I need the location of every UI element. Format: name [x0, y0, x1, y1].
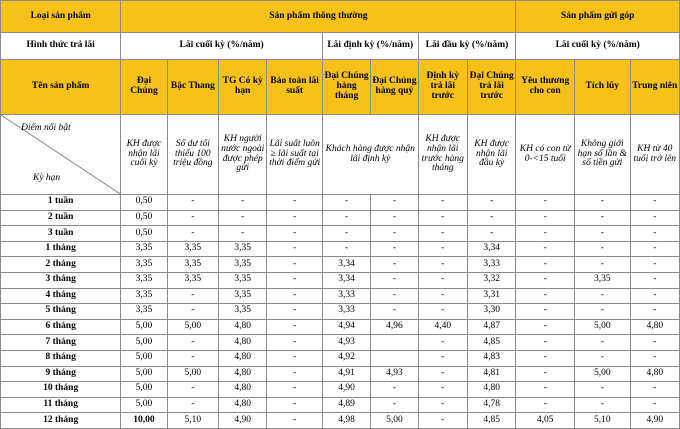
rate-cell: -	[418, 304, 467, 320]
rate-cell: -	[516, 382, 575, 398]
rate-cell: -	[371, 241, 418, 257]
rate-cell: -	[516, 210, 575, 226]
table-row	[1, 397, 680, 413]
rate-cell: 4,81	[467, 366, 515, 382]
rate-cell: -	[516, 195, 575, 211]
table-row	[1, 413, 680, 429]
rate-cell: -	[267, 257, 323, 273]
rate-cell: -	[267, 335, 323, 351]
rate-cell: 4,83	[467, 350, 515, 366]
rate-cell: 4,91	[322, 366, 370, 382]
table-row	[1, 319, 680, 335]
rate-cell: -	[267, 319, 323, 335]
rate-cell: -	[630, 304, 679, 320]
rate-cell: -	[467, 210, 515, 226]
rate-cell: 5,00	[575, 366, 631, 382]
product-highlight: Không giới hạn số lần & số tiền gửi	[575, 115, 631, 195]
rate-cell: -	[418, 397, 467, 413]
term-cell: 4 tháng	[1, 288, 121, 304]
rate-cell: -	[575, 335, 631, 351]
rate-cell: -	[167, 195, 218, 211]
rate-cell: -	[371, 210, 418, 226]
rate-cell: -	[418, 210, 467, 226]
rate-cell: -	[575, 257, 631, 273]
rate-cell: -	[267, 288, 323, 304]
rate-cell: 3,33	[322, 304, 370, 320]
highlight-label: Điểm nổi bật	[21, 123, 71, 133]
table-row	[1, 335, 680, 351]
rate-cell: -	[575, 195, 631, 211]
table-row	[1, 241, 680, 257]
rate-cell: -	[371, 288, 418, 304]
rate-cell: -	[630, 226, 679, 242]
rate-cell: -	[516, 335, 575, 351]
term-cell: 12 tháng	[1, 413, 121, 429]
rate-cell: 3,35	[121, 257, 167, 273]
table-row	[1, 210, 680, 226]
product-highlight: Khách hàng được nhận lãi định kỳ	[322, 115, 418, 195]
rate-cell: 4,80	[219, 335, 267, 351]
rate-cell: 0,50	[121, 195, 167, 211]
rate-cell: 4,90	[630, 413, 679, 429]
table-row	[1, 257, 680, 273]
rate-cell: -	[418, 413, 467, 429]
rate-cell: 3,34	[322, 257, 370, 273]
term-cell: 5 tháng	[1, 304, 121, 320]
rate-cell: -	[630, 241, 679, 257]
rate-cell: -	[630, 195, 679, 211]
rate-cell: 3,30	[467, 304, 515, 320]
rate-cell: 4,80	[467, 382, 515, 398]
rate-cell: 5,10	[167, 413, 218, 429]
rate-cell: 3,33	[322, 288, 370, 304]
rate-cell: 5,00	[575, 319, 631, 335]
product-name: Đại Chúng hàng tháng	[322, 60, 370, 115]
rate-cell: -	[267, 350, 323, 366]
rate-cell: 4,40	[418, 319, 467, 335]
product-highlight: KH có con từ 0-<15 tuổi	[516, 115, 575, 195]
product-name: Đại Chúng trả lãi trước	[467, 60, 515, 115]
term-cell: 7 tháng	[1, 335, 121, 351]
rate-cell: 5,00	[371, 413, 418, 429]
table-row	[1, 382, 680, 398]
rate-cell: -	[371, 272, 418, 288]
product-name: Định kỳ trả lãi trước	[418, 60, 467, 115]
rate-cell: 10,00	[121, 413, 167, 429]
rate-cell: 3,31	[467, 288, 515, 304]
rate-cell: 4,80	[219, 397, 267, 413]
rate-cell: -	[167, 210, 218, 226]
term-cell: 1 tháng	[1, 241, 121, 257]
rate-cell: -	[516, 272, 575, 288]
term-cell: 11 tháng	[1, 397, 121, 413]
rate-cell: 3,35	[121, 272, 167, 288]
rate-cell: 3,35	[575, 272, 631, 288]
product-highlight: KH được nhận lãi trước hàng tháng	[418, 115, 467, 195]
rate-cell: 4,89	[322, 397, 370, 413]
rate-cell: -	[267, 304, 323, 320]
rate-cell: -	[630, 210, 679, 226]
product-highlight: KH người nước ngoài được phép gửi	[219, 115, 267, 195]
rate-cell: 3,33	[467, 257, 515, 273]
product-highlight: Số dư tối thiểu 100 triệu đồng	[167, 115, 218, 195]
rate-cell: -	[418, 288, 467, 304]
rate-cell: 3,35	[167, 257, 218, 273]
rate-cell: 3,35	[121, 241, 167, 257]
rate-cell: -	[167, 382, 218, 398]
rate-cell: -	[267, 413, 323, 429]
rate-cell	[371, 335, 418, 351]
rate-cell: 5,00	[121, 382, 167, 398]
end-of-term-interest-label: Lãi cuối kỳ (%/năm)	[121, 33, 323, 60]
rate-cell: 4,80	[219, 366, 267, 382]
rate-rows	[1, 195, 680, 429]
rate-cell: -	[630, 397, 679, 413]
rate-cell: -	[371, 257, 418, 273]
rate-cell: -	[418, 226, 467, 242]
rate-cell: 0,50	[121, 226, 167, 242]
table-row	[1, 272, 680, 288]
rate-cell: -	[418, 382, 467, 398]
rate-cell: 3,35	[219, 241, 267, 257]
rate-cell: 4,85	[467, 413, 515, 429]
rate-cell: -	[167, 288, 218, 304]
rate-cell: 4,78	[467, 397, 515, 413]
rate-cell: -	[516, 350, 575, 366]
term-cell: 8 tháng	[1, 350, 121, 366]
rate-cell: 4,96	[371, 319, 418, 335]
rate-cell: -	[371, 382, 418, 398]
rate-cell: -	[322, 210, 370, 226]
rate-cell: 5,00	[121, 319, 167, 335]
rate-cell: -	[371, 397, 418, 413]
rate-cell: -	[575, 226, 631, 242]
rate-cell: 4,80	[630, 319, 679, 335]
group-regular-products: Sản phẩm thông thường	[121, 1, 516, 33]
product-name: Bảo toàn lãi suất	[267, 60, 323, 115]
rate-cell: 3,35	[219, 272, 267, 288]
rate-cell: -	[575, 210, 631, 226]
product-name: Tích lũy	[575, 60, 631, 115]
rate-cell: -	[516, 304, 575, 320]
product-name: Bậc Thang	[167, 60, 218, 115]
term-label: Kỳ hạn	[33, 173, 61, 184]
rate-cell: -	[371, 304, 418, 320]
rate-cell: 5,10	[575, 413, 631, 429]
rate-cell: -	[418, 257, 467, 273]
product-name: Trung niên	[630, 60, 679, 115]
rate-cell: -	[267, 397, 323, 413]
rate-cell: -	[322, 195, 370, 211]
term-cell: 2 tháng	[1, 257, 121, 273]
product-name: Đại Chúng hàng quý	[371, 60, 418, 115]
rate-cell: -	[418, 350, 467, 366]
rate-cell: -	[167, 335, 218, 351]
product-name: Đại Chúng	[121, 60, 167, 115]
rate-cell: 4,80	[630, 366, 679, 382]
periodic-interest-label: Lãi định kỳ (%/năm)	[322, 33, 418, 60]
rate-cell: 5,00	[121, 350, 167, 366]
rate-cell: 0,50	[121, 210, 167, 226]
rate-cell: -	[516, 257, 575, 273]
rate-cell: -	[418, 241, 467, 257]
rate-cell: -	[219, 210, 267, 226]
term-cell: 6 tháng	[1, 319, 121, 335]
product-highlight: KH được nhận lãi cuối kỳ	[121, 115, 167, 195]
rate-cell: -	[267, 241, 323, 257]
upfront-interest-label: Lãi đầu kỳ (%/năm)	[418, 33, 516, 60]
rate-cell: -	[167, 226, 218, 242]
rate-cell: -	[575, 397, 631, 413]
rate-cell: -	[267, 226, 323, 242]
rate-cell: 3,32	[467, 272, 515, 288]
rate-cell: -	[575, 304, 631, 320]
rate-cell: -	[575, 350, 631, 366]
rate-cell: 4,87	[467, 319, 515, 335]
rate-cell	[371, 350, 418, 366]
rate-cell: 3,35	[121, 288, 167, 304]
rate-cell: 3,35	[219, 304, 267, 320]
term-cell: 3 tháng	[1, 272, 121, 288]
rate-cell: -	[322, 226, 370, 242]
rate-cell: 5,00	[121, 335, 167, 351]
rate-cell: -	[267, 195, 323, 211]
rate-cell: -	[516, 319, 575, 335]
product-type-label: Loại sản phẩm	[1, 1, 121, 33]
rate-cell: -	[516, 397, 575, 413]
rate-cell: -	[630, 335, 679, 351]
rate-cell: -	[418, 195, 467, 211]
rate-cell: 4,93	[322, 335, 370, 351]
rate-cell: -	[630, 288, 679, 304]
rate-cell: -	[267, 382, 323, 398]
term-cell: 9 tháng	[1, 366, 121, 382]
term-cell: 3 tuần	[1, 226, 121, 242]
rate-cell: -	[418, 366, 467, 382]
rate-cell: -	[418, 335, 467, 351]
rate-cell: -	[630, 350, 679, 366]
rate-cell: -	[630, 257, 679, 273]
product-highlight: KH từ 40 tuổi trở lên	[630, 115, 679, 195]
rate-cell: -	[167, 397, 218, 413]
rate-cell: 4,94	[322, 319, 370, 335]
rate-cell: 5,00	[121, 397, 167, 413]
product-highlight: Lãi suất luôn ≥ lãi suất tại thời điểm gửi	[267, 115, 323, 195]
rate-cell: 4,80	[219, 319, 267, 335]
rate-cell: 3,35	[219, 257, 267, 273]
table-row	[1, 366, 680, 382]
rate-cell: 3,34	[467, 241, 515, 257]
rate-cell: 3,35	[121, 304, 167, 320]
rate-cell: 4,85	[467, 335, 515, 351]
interest-form-label: Hình thức trả lãi	[1, 33, 121, 60]
rate-cell: 4,93	[371, 366, 418, 382]
rate-cell: 4,80	[219, 382, 267, 398]
rate-cell: 4,90	[322, 382, 370, 398]
rate-cell: -	[167, 304, 218, 320]
rate-cell: 3,35	[167, 241, 218, 257]
rate-cell: -	[575, 288, 631, 304]
product-name-label: Tên sản phẩm	[1, 60, 121, 115]
highlight-term-header	[1, 115, 121, 195]
rate-cell: 4,80	[219, 350, 267, 366]
rate-cell: -	[267, 272, 323, 288]
rate-cell: 4,90	[219, 413, 267, 429]
product-highlight: KH được nhận lãi đầu kỳ	[467, 115, 515, 195]
table-row	[1, 195, 680, 211]
rate-cell: 3,34	[322, 272, 370, 288]
rate-cell: 3,35	[219, 288, 267, 304]
table-row	[1, 288, 680, 304]
rate-cell: -	[516, 241, 575, 257]
term-cell: 1 tuần	[1, 195, 121, 211]
product-name: Yêu thương cho con	[516, 60, 575, 115]
rate-cell: 4,05	[516, 413, 575, 429]
rate-cell: 4,98	[322, 413, 370, 429]
rate-cell: -	[322, 241, 370, 257]
rate-cell: -	[575, 382, 631, 398]
rate-cell: 5,00	[121, 366, 167, 382]
rate-cell: -	[219, 195, 267, 211]
rate-cell: -	[267, 366, 323, 382]
rate-cell: -	[219, 226, 267, 242]
rate-cell: -	[418, 272, 467, 288]
rate-cell: -	[516, 366, 575, 382]
table-row	[1, 304, 680, 320]
rate-cell: -	[467, 226, 515, 242]
rate-cell: -	[467, 195, 515, 211]
rate-cell: -	[371, 226, 418, 242]
savings-end-of-term-label: Lãi cuối kỳ (%/năm)	[516, 33, 680, 60]
term-cell: 2 tuần	[1, 210, 121, 226]
rate-cell: -	[516, 288, 575, 304]
rate-cell: -	[371, 195, 418, 211]
term-cell: 10 tháng	[1, 382, 121, 398]
rate-cell: -	[575, 241, 631, 257]
table-row	[1, 350, 680, 366]
group-savings-products: Sản phẩm gửi góp	[516, 1, 680, 33]
rate-cell: -	[167, 350, 218, 366]
rate-cell: 5,00	[167, 319, 218, 335]
rate-cell: 3,35	[167, 272, 218, 288]
rate-cell: -	[516, 226, 575, 242]
rate-cell: 5,00	[167, 366, 218, 382]
rate-cell: 4,92	[322, 350, 370, 366]
rate-cell: -	[630, 382, 679, 398]
rate-cell: -	[630, 272, 679, 288]
rate-cell: -	[267, 210, 323, 226]
table-row	[1, 226, 680, 242]
product-name: TG Có kỳ hạn	[219, 60, 267, 115]
